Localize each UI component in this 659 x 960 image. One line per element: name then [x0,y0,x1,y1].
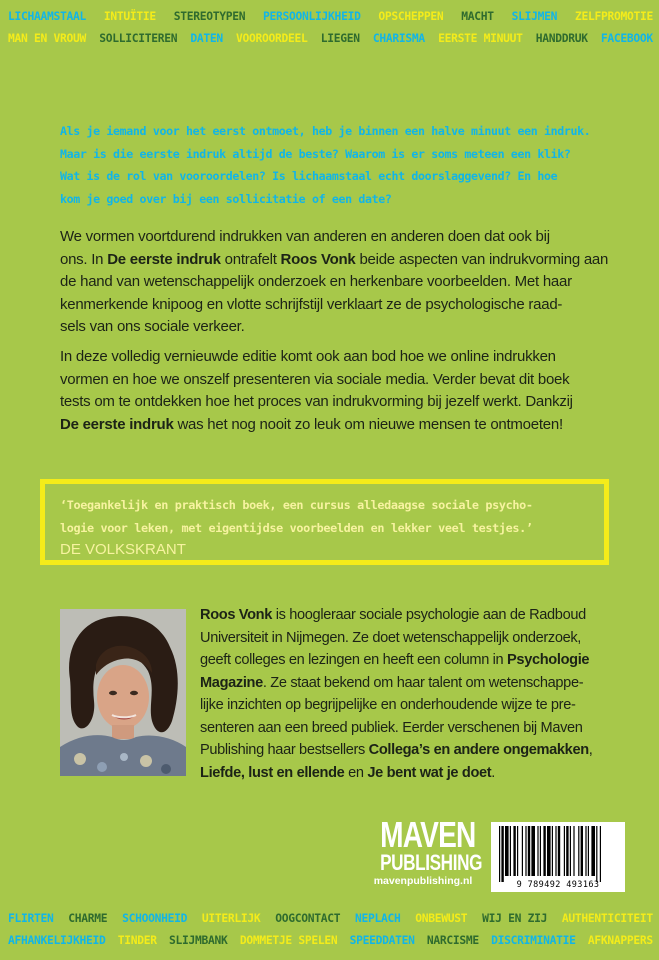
barcode-bar [513,826,515,876]
para-line: We vormen voortdurend indrukken van anderen en anderen doen dat ook bij [60,228,550,245]
logo-publishing: PUBLISHING [380,850,483,875]
quote-line: logie voor leken, met eigentijdse voorbeelden en lekker veel testjes.’ [60,520,533,535]
barcode-bars [491,826,625,882]
barcode-bar [517,826,518,876]
barcode-bar [552,826,553,876]
barcode-bar [555,826,556,876]
book-title: De eerste indruk [60,415,174,433]
keyword: AFKNAPPERS [587,934,653,947]
para-line: tests om te ontdekken hoe het proces van indrukvorming bij jezelf werkt. Dankzij [60,393,573,410]
para-line: In deze volledig vernieuwde editie komt ook aan bod hoe we online indrukken [60,348,556,365]
text-span: , [588,742,593,758]
bio-line [200,672,630,695]
keyword: MAN EN VROUW [8,32,87,45]
intro-line: Maar is die eerste indruk altijd de beste? Waarom is er soms meteen een klik? [60,146,571,161]
bio-line [200,739,630,762]
keyword: DOMMETJE SPELEN [239,934,338,947]
review-quote [60,494,594,562]
author-name: Roos Vonk [200,607,272,623]
keyword: OOGCONTACT [275,912,341,925]
book-title: De eerste indruk [107,250,221,268]
barcode-bar [531,826,535,876]
keyword: WIJ EN ZIJ [482,912,548,925]
bio-line: senteren aan een breed publiek. Eerder verschenen bij Maven [200,719,583,736]
keyword: VOOROORDEEL [236,32,308,45]
barcode-bar [505,826,509,876]
magazine-name: Magazine [200,674,263,691]
keyword: SLIJMBANK [169,934,228,947]
barcode-bar [564,826,565,876]
keyword: TINDER [117,934,157,947]
quote-line: ‘Toegankelijk en praktisch boek, een cursus alledaagse sociale psycho- [60,498,533,512]
barcode-bar [499,826,500,882]
barcode-bar [522,826,523,876]
para-line: sels van ons sociale verkeer. [60,318,245,335]
keyword: OPSCHEPPEN [378,10,444,23]
text-span: geeft colleges en lezingen en heeft een column in [200,652,508,668]
barcode-bar [501,826,503,882]
text-span: . [491,764,496,781]
keyword: FLIRTEN [8,912,54,925]
text-span: . Ze staat bekend om haar talent om wetenschappe- [262,674,584,691]
barcode-bar [600,826,601,882]
keyword: CHARME [68,912,108,925]
publisher-logo [368,814,483,888]
bio-line: lijke inzichten op begrijpelijke en onderhoudende wijze te pre- [200,697,576,713]
barcode-bar [578,826,579,876]
intro-line: Wat is de rol van vooroordelen? Is lichaamstaal echt doorslaggevend? En hoe [60,169,558,183]
book-title: Je bent wat je doet [367,764,492,781]
text-span: beide aspecten van indrukvorming aan [355,250,609,268]
text-span: ons. In [60,250,108,268]
keyword: INTUÏTIE [103,10,156,23]
keyword: STEREOTYPEN [173,10,246,23]
bio-line [200,649,630,672]
keyword: NEPLACH [354,912,401,925]
barcode-bar [585,826,586,876]
author-photo [60,609,186,776]
keywords-top-row-2 [8,32,653,45]
barcode-bar [543,826,545,876]
keyword: NARCISME [426,934,479,947]
description-paragraph-2 [60,346,640,436]
book-title: Collega’s en andere ongemakken [368,742,589,758]
keyword: AUTHENTICITEIT [561,912,653,925]
keyword: PERSOONLIJKHEID [263,10,361,23]
keyword: CHARISMA [372,32,425,45]
text-span: ontrafelt [220,250,281,268]
barcode-bar [596,826,597,882]
book-title: Liefde, lust en ellende [200,764,345,781]
bio-line [200,762,630,785]
keyword: ZELFPROMOTIE [574,10,653,23]
barcode-bar [547,826,551,876]
keyword: SCHOONHEID [122,912,188,925]
isbn-barcode [491,822,625,892]
barcode-bar [566,826,568,876]
keyword: SOLLICITEREN [99,32,178,45]
text-span: was het nog nooit zo leuk om nieuwe mensen te ontmoeten! [173,415,563,433]
keyword: FACEBOOK [600,32,653,45]
keyword: HANDDRUK [535,32,588,45]
para-line: vormen en hoe we onszelf presenteren via sociale media. Verder bevat dit boek [60,370,570,388]
author-bio [200,604,630,784]
keyword: SLIJMEN [511,10,558,23]
intro-questions [60,120,625,210]
keyword: DISCRIMINATIE [491,934,576,947]
barcode-bar [540,826,541,876]
description-paragraph-1 [60,226,640,339]
barcode-bar [525,826,526,876]
author-name: Roos Vonk [280,250,356,268]
barcode-bar [588,826,589,876]
keyword: UITERLIJK [201,912,261,925]
logo-maven: MAVEN [380,814,476,855]
barcode-bar [581,826,583,876]
review-quote-box [40,479,609,565]
keywords-bottom-row-2 [8,934,653,947]
barcode-bar [570,826,571,876]
keyword: SPEEDDATEN [349,934,415,947]
keyword: LIEGEN [320,32,360,45]
keywords-top-row-1 [8,10,653,23]
para-line [60,414,640,437]
text-span: is hoogleraar sociale psychologie aan de Radboud [272,607,586,623]
intro-line: kom je goed over bij een sollicitatie of een date? [60,191,392,206]
barcode-bar [558,826,560,876]
barcode-bar [528,826,530,876]
para-line: kenmerkende knipoog en vlotte schrijfstijl verklaart ze de psychologische raad- [60,295,563,313]
barcode-bar [510,826,511,876]
text-span: en [344,764,368,781]
publisher-url: mavenpublishing.nl [373,875,473,887]
bio-line: Universiteit in Nijmegen. Ze doet wetenschappelijk onderzoek, [200,629,581,646]
barcode-bar [591,826,595,876]
barcode-bar [573,826,574,876]
para-line [60,249,640,272]
para-line: de hand van wetenschappelijk onderzoek en herkenbare voorbeelden. Met haar [60,273,572,290]
keywords-bottom-row-1 [8,912,653,925]
magazine-name: Psychologie [507,652,590,668]
keyword: ONBEWUST [415,912,468,925]
isbn-number: 9 789492 493163 [516,880,600,890]
keyword: DATEN [190,32,223,45]
intro-line: Als je iemand voor het eerst ontmoet, heb je binnen een halve minuut een indruk. [60,124,591,138]
keyword: EERSTE MINUUT [438,32,523,45]
barcode-bar [537,826,538,876]
quote-source: DE VOLKSKRANT [60,541,186,558]
bio-line [200,604,630,627]
text-span: Publishing haar bestsellers [200,742,369,758]
keyword: LICHAAMSTAAL [8,10,87,23]
keyword: MACHT [461,10,494,23]
keyword: AFHANKELIJKHEID [8,934,106,947]
